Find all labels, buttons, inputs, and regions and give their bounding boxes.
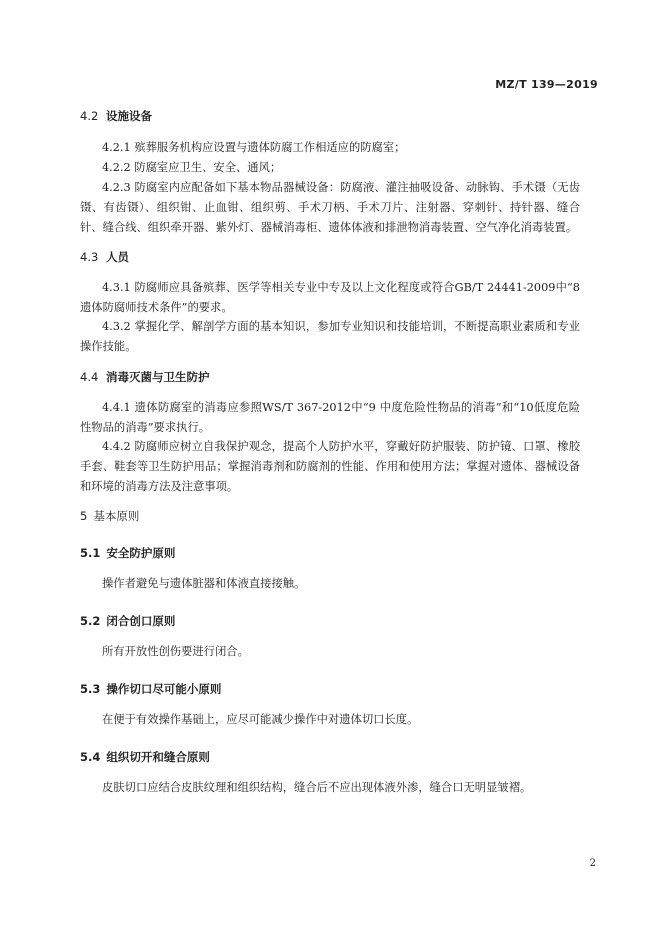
heading-title: 人员 [106, 250, 129, 264]
heading-number: 5.1 [80, 546, 101, 560]
paragraph-4-3-2: 4.3.2 掌握化学、解剖学方面的基本知识，参加专业知识和技能培训，不断提高职业素质和专业操作技能。 [80, 320, 580, 353]
heading-5-3 [80, 681, 221, 697]
document-code: MZ/T 139—2019 [495, 78, 598, 91]
page-number: 2 [589, 858, 596, 869]
heading-4-4 [80, 369, 210, 385]
paragraph-4-4-1: 4.4.1 遗体防腐室的消毒应参照WS/T 367-2012中“9 中度危险性物品的消毒”和“10低度危险性物品的消毒”要求执行。 [80, 401, 580, 434]
paragraph-4-3-1: 4.3.1 防腐师应具备殡葬、医学等相关专业中专及以上文化程度或符合GB/T 24441-2009中“8 遗体防腐师技术条件”的要求。 [80, 281, 580, 314]
heading-title: 设施设备 [106, 109, 152, 123]
heading-5-2 [80, 613, 175, 629]
heading-number: 4.2 [80, 109, 99, 123]
heading-number: 4.3 [80, 250, 99, 264]
heading-number: 5.2 [80, 614, 101, 628]
paragraph-5-4: 皮肤切口应结合皮肤纹理和组织结构，缝合后不应出现体液外渗，缝合口无明显皱褶。 [102, 781, 532, 794]
paragraph-4-4-2: 4.4.2 防腐师应树立自我保护观念，提高个人防护水平，穿戴好防护服装、防护镜、口罩、橡胶手套、鞋套等卫生防护用品；掌握消毒剂和防腐剂的性能、作用和使用方法；掌握对遗体、器械设备和环境的消毒方法及注意事项。 [80, 440, 580, 493]
paragraph-4-2-2: 4.2.2 防腐室应卫生、安全、通风； [102, 161, 282, 174]
heading-5 [80, 508, 139, 524]
heading-title: 基本原则 [93, 509, 140, 523]
heading-title: 消毒灭菌与卫生防护 [106, 370, 210, 384]
heading-4-3 [80, 249, 129, 265]
heading-5-1 [80, 545, 175, 561]
heading-title: 安全防护原则 [106, 546, 176, 560]
paragraph-4-2-3: 4.2.3 防腐室内应配备如下基本物品器械设备：防腐液、灌注抽吸设备、动脉钩、手术镊（无齿镊、有齿镊）、组织钳、止血钳、组织剪、手术刀柄、手术刀片、注射器、穿刺针、持针器、缝合针、缝合线、组织牵开器、紫外灯、器械消毒柜、遗体体液和排泄物消毒装置、空气净化消毒装置。 [80, 181, 580, 234]
heading-number: 5.3 [80, 682, 101, 696]
paragraph-5-2: 所有开放性创伤要进行闭合。 [102, 645, 249, 658]
heading-title: 操作切口尽可能小原则 [106, 682, 222, 696]
heading-title: 组织切开和缝合原则 [106, 750, 210, 764]
heading-4-2 [80, 108, 152, 124]
heading-number: 5.4 [80, 750, 101, 764]
heading-number: 4.4 [80, 370, 99, 384]
heading-number: 5 [80, 509, 88, 523]
paragraph-5-3: 在便于有效操作基础上，应尽可能减少操作中对遗体切口长度。 [102, 713, 419, 726]
heading-title: 闭合创口原则 [106, 614, 176, 628]
heading-5-4 [80, 749, 210, 765]
paragraph-4-2-1: 4.2.1 殡葬服务机构应设置与遗体防腐工作相适应的防腐室； [102, 141, 406, 154]
paragraph-5-1: 操作者避免与遗体脏器和体液直接接触。 [102, 577, 306, 590]
